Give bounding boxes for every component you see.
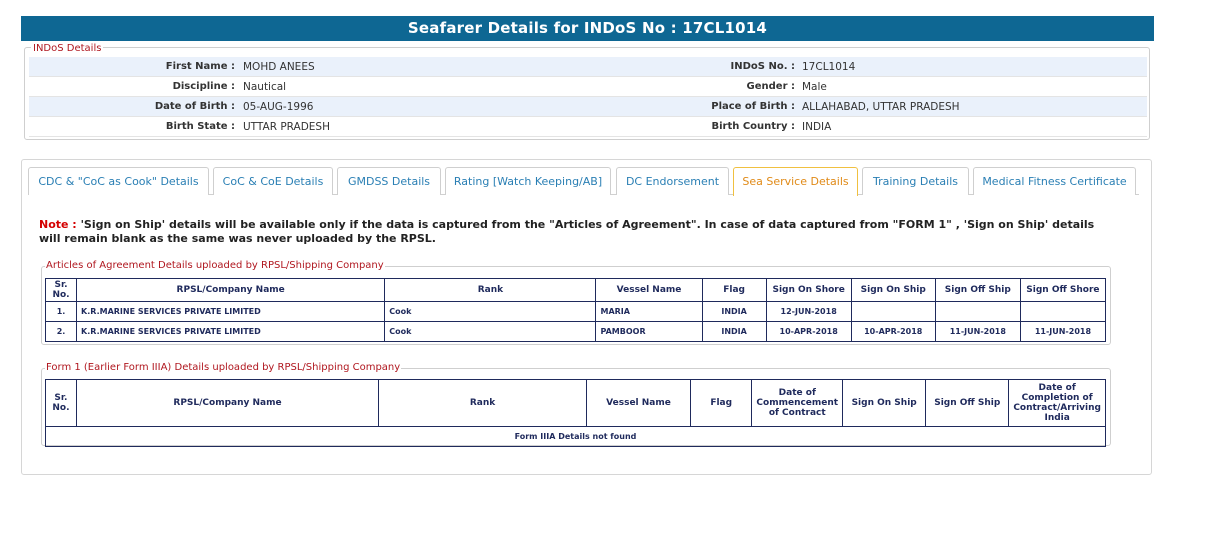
col-sign-off-ship: Sign Off Ship [926,380,1009,427]
col-sign-on-ship: Sign On Ship [851,279,935,302]
cell-sign-off-shore: 11-JUN-2018 [1020,322,1105,342]
cell-sign-on-ship [851,302,935,322]
indos-details-panel [24,43,1150,140]
cell-company-name: K.R.MARINE SERVICES PRIVATE LIMITED [77,302,385,322]
col-date-of-commencement: Date of Commencement of Contract [752,380,843,427]
tab-dc-endorsement[interactable]: DC Endorsement [616,167,729,195]
birth-state-label: Birth State : [165,121,235,132]
birth-state-value: UTTAR PRADESH [243,121,330,133]
place-of-birth-label: Place of Birth : [711,101,795,112]
indos-details-table [29,57,1147,137]
table-row [46,427,1106,447]
cell-sign-on-shore: 12-JUN-2018 [766,302,851,322]
discipline-value: Nautical [243,81,287,93]
note-label: Note : [39,218,77,231]
cell-vessel-name: MARIA [596,302,702,322]
cell-company-name: K.R.MARINE SERVICES PRIVATE LIMITED [77,322,385,342]
cell-vessel-name: PAMBOOR [596,322,702,342]
col-sr-no: Sr. No. [46,279,77,302]
gender-value: Male [802,81,827,93]
col-rank: Rank [385,279,596,302]
articles-table [45,278,1106,342]
cell-sign-off-ship: 11-JUN-2018 [935,322,1020,342]
col-vessel-name: Vessel Name [587,380,691,427]
tab-cdc-cook-details[interactable]: CDC & "CoC as Cook" Details [28,167,209,195]
tabs-panel [21,159,1152,475]
cell-sign-on-shore: 10-APR-2018 [766,322,851,342]
date-of-birth-value: 05-AUG-1996 [243,101,314,113]
page-title: Seafarer Details for INDoS No : 17CL1014 [21,16,1154,41]
form1-legend: Form 1 (Earlier Form IIIA) Details uploaded by RPSL/Shipping Company [46,362,401,373]
tab-coc-coe-details[interactable]: CoC & CoE Details [213,167,333,195]
indos-no-value: 17CL1014 [802,61,856,73]
cell-sign-on-ship: 10-APR-2018 [851,322,935,342]
col-company-name: RPSL/Company Name [77,279,385,302]
cell-sr-no: 2. [46,322,77,342]
articles-of-agreement-panel [41,260,1111,345]
gender-label: Gender : [746,81,795,92]
tab-medical-fitness-certificate[interactable]: Medical Fitness Certificate [973,167,1136,195]
note-text [39,218,1119,246]
table-row [46,322,1106,342]
form1-table [45,379,1106,447]
cell-sign-off-shore [1020,302,1105,322]
discipline-label: Discipline : [172,81,235,92]
col-company-name: RPSL/Company Name [76,380,378,427]
table-header-row [46,279,1106,302]
cell-sr-no: 1. [46,302,77,322]
detail-row [29,57,1147,77]
detail-row [29,97,1147,117]
articles-legend: Articles of Agreement Details uploaded by RPSL/Shipping Company [46,260,384,271]
col-vessel-name: Vessel Name [596,279,702,302]
tab-training-details[interactable]: Training Details [862,167,969,195]
form1-panel [41,362,1111,446]
col-flag: Flag [702,279,766,302]
indos-no-label: INDoS No. : [730,61,795,72]
first-name-value: MOHD ANEES [243,61,315,73]
col-rank: Rank [379,380,587,427]
cell-rank: Cook [385,322,596,342]
birth-country-value: INDIA [802,121,832,133]
birth-country-label: Birth Country : [711,121,795,132]
detail-row [29,117,1147,137]
note-body: 'Sign on Ship' details will be available only if the data is captured from the "Articles of Agreement". In case of data captured from "FORM 1" , 'Sign on Ship' details will remain blank as the same was never uploaded by the RPSL. [39,218,1095,245]
tab-rating-watch-keeping[interactable]: Rating [Watch Keeping/AB] [445,167,611,195]
table-row [46,302,1106,322]
cell-sign-off-ship [935,302,1020,322]
cell-flag: INDIA [702,322,766,342]
first-name-label: First Name : [165,61,235,72]
cell-rank: Cook [385,302,596,322]
col-date-of-completion: Date of Completion of Contract/Arriving India [1009,380,1106,427]
not-found-message: Form IIIA Details not found [46,427,1106,447]
place-of-birth-value: ALLAHABAD, UTTAR PRADESH [802,101,960,113]
tab-gmdss-details[interactable]: GMDSS Details [337,167,441,195]
col-sign-on-ship: Sign On Ship [843,380,926,427]
indos-details-legend: INDoS Details [33,43,102,54]
col-sign-off-shore: Sign Off Shore [1020,279,1105,302]
col-sr-no: Sr. No. [46,380,77,427]
table-header-row [46,380,1106,427]
col-sign-off-ship: Sign Off Ship [935,279,1020,302]
col-sign-on-shore: Sign On Shore [766,279,851,302]
detail-row [29,77,1147,97]
cell-flag: INDIA [702,302,766,322]
col-flag: Flag [690,380,751,427]
date-of-birth-label: Date of Birth : [154,101,235,112]
tab-sea-service-details[interactable]: Sea Service Details [733,167,858,196]
